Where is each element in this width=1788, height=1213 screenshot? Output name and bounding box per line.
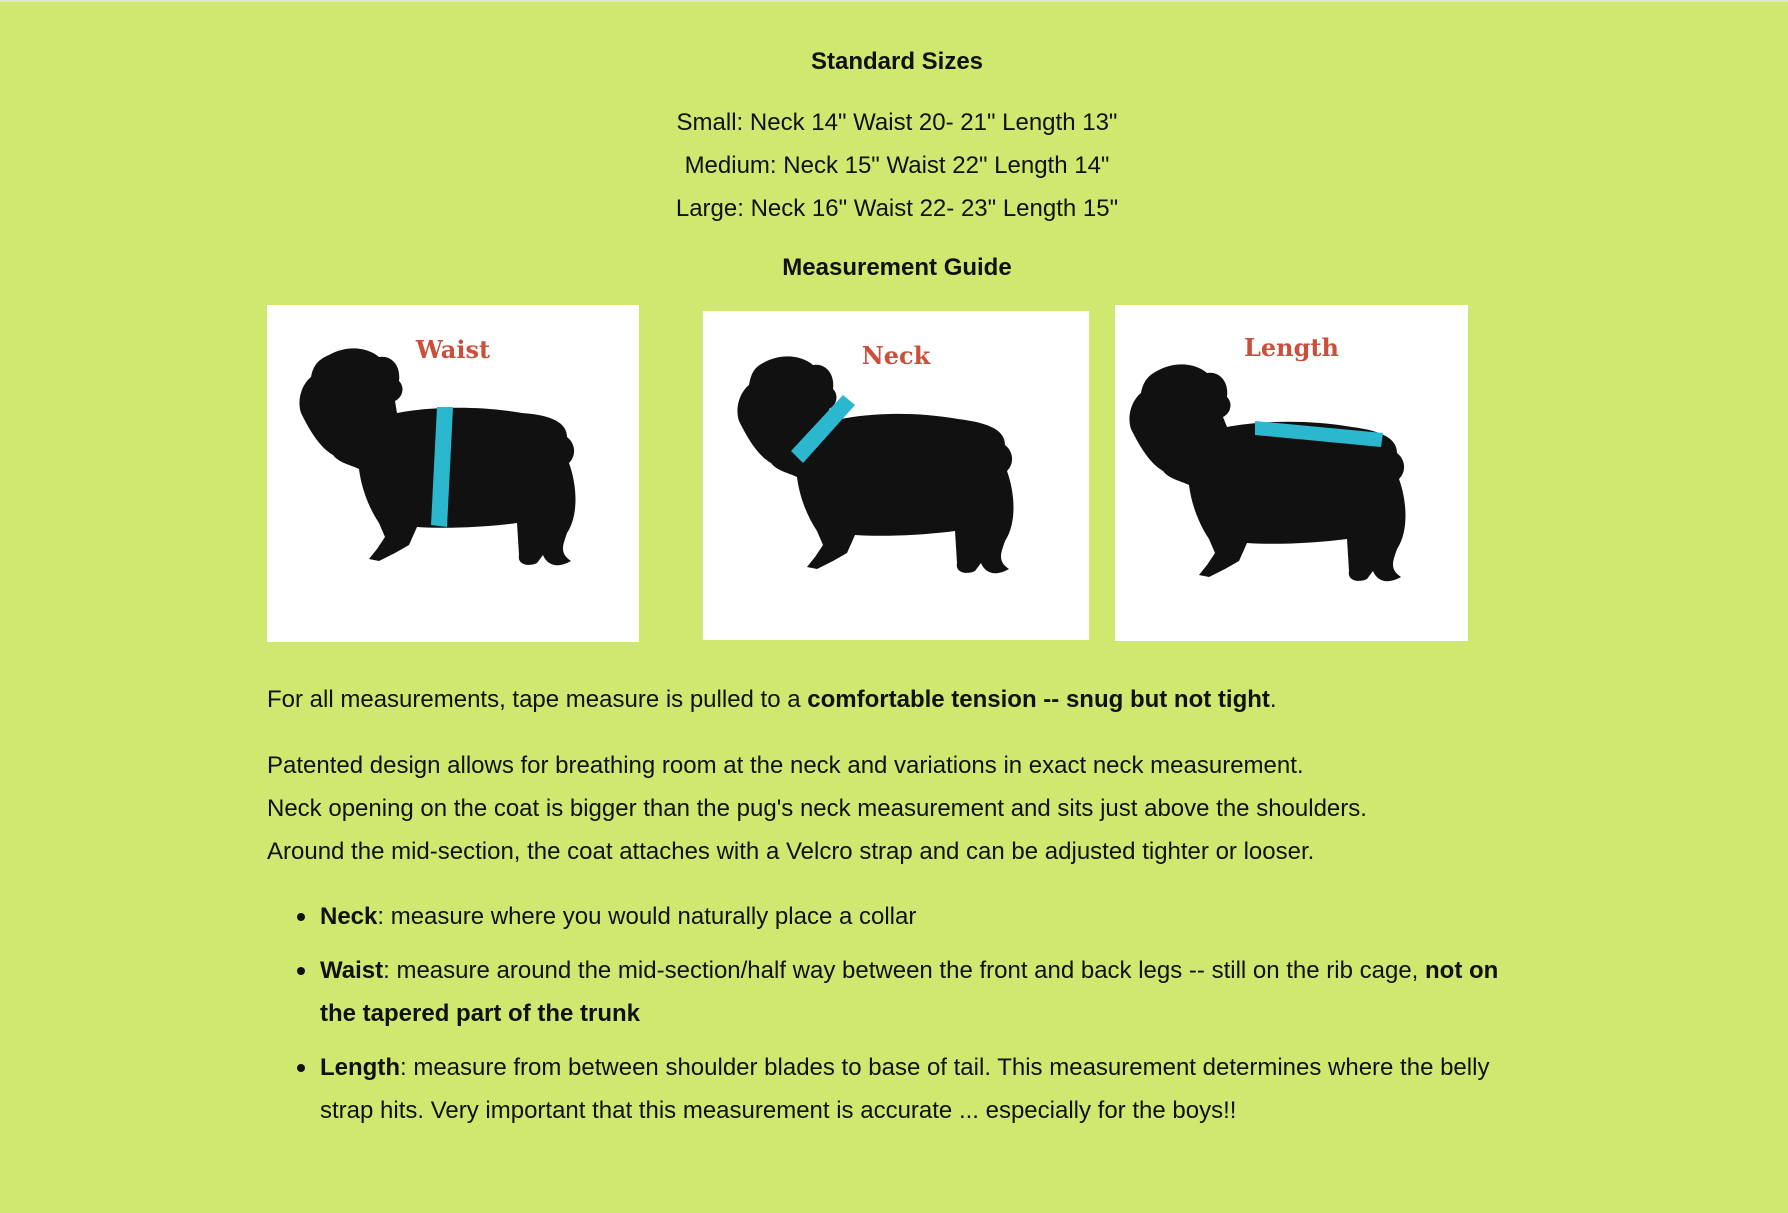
- list-item-waist: [267, 949, 1527, 1035]
- tension-prefix: For all measurements, tape measure is pulled to a: [267, 686, 808, 713]
- standard-sizes-title: Standard Sizes: [810, 48, 984, 75]
- page-content: [267, 38, 1527, 1143]
- size-large: Large: Neck 16" Waist 22- 23" Length 15": [675, 195, 1119, 222]
- neck-image: [703, 311, 1089, 640]
- neck-label: Neck: [861, 341, 931, 370]
- term: Neck: [320, 903, 378, 930]
- list-item-length: [267, 1046, 1527, 1132]
- size-medium: Medium: Neck 15" Waist 22" Length 14": [684, 152, 1110, 179]
- tension-bold: comfortable tension -- snug but not tight: [807, 686, 1270, 713]
- bullet-icon: [297, 913, 305, 921]
- bullet-icon: [297, 1064, 305, 1072]
- tension-suffix: .: [1269, 686, 1277, 713]
- term: Length: [320, 1054, 400, 1081]
- measurement-images: [267, 305, 1527, 660]
- description: : measure where you would naturally place a collar: [377, 903, 917, 930]
- size-small: Small: Neck 14" Waist 20- 21" Length 13": [676, 109, 1118, 136]
- design-line: Around the mid-section, the coat attaches with a Velcro strap and can be adjusted tighter or looser.: [267, 838, 1315, 865]
- term: Waist: [320, 957, 384, 984]
- design-notes: [267, 744, 1527, 873]
- top-divider: [0, 0, 1788, 2]
- bullet-icon: [297, 967, 305, 975]
- tension-note: [267, 678, 1527, 721]
- measurement-list: [267, 895, 1527, 1132]
- design-line: Neck opening on the coat is bigger than the pug's neck measurement and sits just above the shoulders.: [267, 795, 1367, 822]
- length-label: Length: [1244, 333, 1339, 362]
- design-line: Patented design allows for breathing room at the neck and variations in exact neck measurement.: [267, 752, 1304, 779]
- waist-label: Waist: [415, 335, 491, 364]
- description: : measure from between shoulder blades to base of tail. This measurement determines where the belly strap hits. Very important that this measurement is accurate ... especially for the boys!!: [320, 1054, 1490, 1124]
- waist-image: [267, 305, 639, 642]
- description: : measure around the mid-section/half way between the front and back legs -- still on the rib cage,: [383, 957, 1426, 984]
- length-image: [1115, 305, 1468, 641]
- size-list: [267, 101, 1527, 230]
- measurement-guide-title: Measurement Guide: [782, 254, 1012, 281]
- bold-tail: not on the tapered part of the trunk: [320, 957, 1499, 1027]
- list-item-neck: [267, 895, 1527, 938]
